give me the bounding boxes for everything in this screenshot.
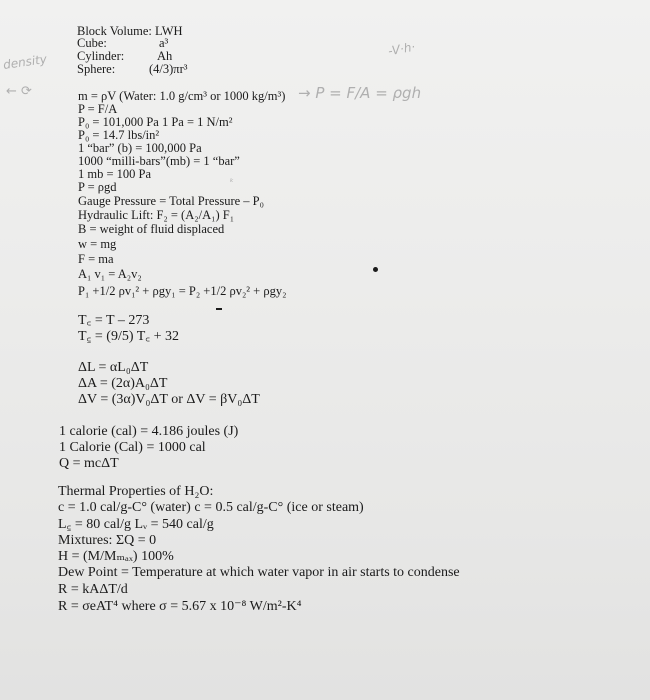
fluids-line: w = mg xyxy=(78,237,117,251)
thermal-line: c = 1.0 cal/g-C° (water) c = 0.5 cal/g-C° (ice or steam) xyxy=(58,500,364,515)
pencil-scribble: ᵏ xyxy=(230,178,234,188)
ink-dot xyxy=(373,267,378,272)
expansion-line: ΔV = (3α)V₀ΔT or ΔV = βV₀ΔT xyxy=(78,392,260,407)
fluids-line: B = weight of fluid displaced xyxy=(78,222,225,236)
fluids-line: 1 mb = 100 Pa xyxy=(78,167,152,181)
thermal-line: R = σeAT⁴ where σ = 5.67 x 10⁻⁸ W/m²-K⁴ xyxy=(58,599,302,614)
fluids-line: Hydraulic Lift: F₂ = (A₂/A₁) F₁ xyxy=(78,208,235,222)
temperature-line: T꜁ = (9/5) T꜀ + 32 xyxy=(78,329,180,344)
fluids-line: 1 “bar” (b) = 100,000 Pa xyxy=(78,141,202,155)
pencil-note: dеnsity xyxy=(2,52,48,72)
sphere-row xyxy=(77,62,277,76)
block-volume-value: LWH xyxy=(155,24,183,38)
pencil-arrow: ← ⟳ xyxy=(6,84,32,99)
cube-label: Cube: xyxy=(77,36,107,50)
fluids-line: Gauge Pressure = Total Pressure – P₀ xyxy=(78,194,264,208)
fluids-line: F = ma xyxy=(78,252,114,266)
ink-dash xyxy=(216,308,222,310)
fluids-line: P₁ +1/2 ρv₁² + ρgy₁ = P₂ +1/2 ρv₂² + ρgy₂ xyxy=(78,284,287,298)
thermal-line: H = (M/Mₘₐₓ) 100% xyxy=(58,549,174,564)
thermal-line: R = kAΔT/d xyxy=(58,582,128,597)
heat-line: Q = mcΔT xyxy=(59,456,119,471)
fluids-line: P₀ = 101,000 Pa 1 Pa = 1 N/m² xyxy=(78,115,233,129)
fluids-line: P = ρgd xyxy=(78,180,117,194)
fluids-line: A₁ v₁ = A₂v₂ xyxy=(78,267,142,281)
heat-line: 1 calorie (cal) = 4.186 joules (J) xyxy=(59,424,239,439)
cube-row xyxy=(77,36,277,50)
fluids-line: m = ρV (Water: 1.0 g/cm³ or 1000 kg/m³) xyxy=(78,89,286,103)
expansion-line: ΔA = (2α)A₀ΔT xyxy=(78,376,168,391)
cylinder-row xyxy=(77,49,277,63)
cube-value: a³ xyxy=(159,36,169,50)
thermal-line: Thermal Properties of H₂O: xyxy=(58,484,214,499)
expansion-line: ΔL = αL₀ΔT xyxy=(78,360,149,375)
cylinder-value: Ah xyxy=(157,49,173,63)
thermal-line: Mixtures: ΣQ = 0 xyxy=(58,533,157,548)
thermal-line: L꜁ = 80 cal/g Lᵥ = 540 cal/g xyxy=(58,517,214,532)
thermal-line: Dew Point = Temperature at which water vapor in air starts to condense xyxy=(58,565,460,580)
sphere-value: (4/3)πr³ xyxy=(149,62,188,76)
fluids-line: P = F/A xyxy=(78,102,118,116)
block-volume-label: Block Volume: xyxy=(77,24,152,38)
fluids-line: 1000 “milli-bars”(mb) = 1 “bar” xyxy=(78,154,240,168)
pencil-formula: → P = F/A = ρgh xyxy=(298,84,422,102)
fluids-line: P₀ = 14.7 lbs/in² xyxy=(78,128,160,142)
sphere-label: Sphere: xyxy=(77,62,116,76)
cylinder-label: Cylinder: xyxy=(77,49,125,63)
pencil-note: -V·h· xyxy=(386,39,417,59)
temperature-line: T꜀ = T – 273 xyxy=(78,313,150,328)
heat-line: 1 Calorie (Cal) = 1000 cal xyxy=(59,440,206,455)
